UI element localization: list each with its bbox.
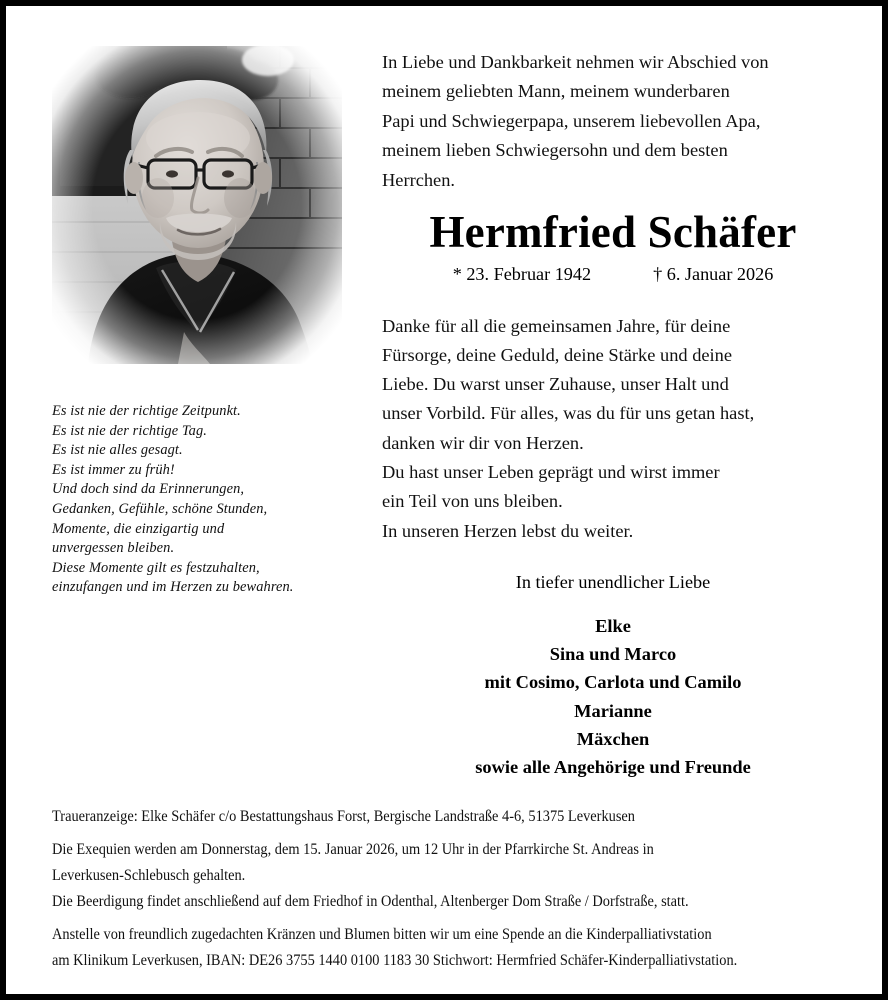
portrait-photo-graphic bbox=[52, 46, 342, 364]
intro-line: Herrchen. bbox=[382, 169, 456, 190]
deceased-name: Hermfried Schäfer bbox=[429, 207, 797, 258]
family-name-line: Marianne bbox=[574, 700, 652, 721]
thanks-line: danken wir dir von Herzen. bbox=[382, 432, 584, 453]
contact-line: Traueranzeige: Elke Schäfer c/o Bestattungshaus Forst, Bergische Landstraße 4-6, 51375 Leverkusen bbox=[52, 808, 636, 825]
family-name-line: Sina und Marco bbox=[549, 644, 677, 665]
donation-line: Anstelle von freundlich zugedachten Kränzen und Blumen bitten wir um eine Spende an die Kinderpalliativstation bbox=[52, 926, 712, 943]
burial-line: Die Beerdigung findet anschließend auf dem Friedhof in Odenthal, Altenberger Dom Straße / Dorfstraße, statt. bbox=[52, 893, 689, 910]
poem-line: Diese Momente gilt es festzuhalten, bbox=[52, 559, 260, 576]
family-name-line: mit Cosimo, Carlota und Camilo bbox=[484, 672, 742, 693]
poem-block bbox=[52, 402, 352, 598]
service-block bbox=[52, 837, 804, 915]
main-text-column bbox=[382, 48, 844, 782]
poem-line: Es ist nie alles gesagt. bbox=[52, 442, 183, 459]
service-line: Die Exequien werden am Donnerstag, dem 15. Januar 2026, um 12 Uhr in der Pfarrkirche St. Andreas in bbox=[52, 841, 654, 858]
family-name-line: Elke bbox=[595, 615, 631, 636]
poem-line: Es ist nie der richtige Tag. bbox=[52, 422, 207, 439]
poem-line: Gedanken, Gefühle, schöne Stunden, bbox=[52, 500, 268, 517]
poem-line: Es ist immer zu früh! bbox=[52, 461, 175, 478]
life-dates bbox=[382, 264, 844, 286]
poem-line: Momente, die einzigartig und bbox=[52, 520, 225, 537]
thanks-line: unser Vorbild. Für alles, was du für uns getan hast, bbox=[382, 403, 755, 424]
family-name-line: sowie alle Angehörige und Freunde bbox=[475, 757, 751, 778]
thanks-line: Du hast unser Leben geprägt und wirst immer bbox=[382, 462, 720, 483]
family-names-block bbox=[382, 612, 844, 782]
donation-block bbox=[52, 922, 804, 974]
thanks-line: In unseren Herzen lebst du weiter. bbox=[382, 520, 634, 541]
family-name-line: Mäxchen bbox=[576, 728, 650, 749]
contact-block bbox=[52, 804, 804, 830]
portrait-photo bbox=[52, 46, 342, 364]
thanks-line: Danke für all die gemeinsamen Jahre, für deine bbox=[382, 315, 731, 336]
poem-line: Es ist nie der richtige Zeitpunkt. bbox=[52, 403, 241, 419]
donation-line: am Klinikum Leverkusen, IBAN: DE26 3755 1440 0100 1183 30 Stichwort: Hermfried Schäfer-Kinderpalliativstation. bbox=[52, 952, 738, 969]
intro-line: Papi und Schwiegerpapa, unserem liebevollen Apa, bbox=[382, 110, 761, 131]
footer-block bbox=[52, 804, 804, 974]
poem-line: einzufangen und im Herzen zu bewahren. bbox=[52, 579, 294, 596]
thanks-paragraph bbox=[382, 312, 844, 546]
death-date: † 6. Januar 2026 bbox=[653, 263, 774, 284]
intro-line: In Liebe und Dankbarkeit nehmen wir Abschied von bbox=[382, 52, 769, 72]
thanks-line: Fürsorge, deine Geduld, deine Stärke und deine bbox=[382, 344, 733, 365]
closing-line: In tiefer unendlicher Liebe bbox=[515, 571, 711, 592]
intro-paragraph bbox=[382, 48, 844, 195]
birth-date: * 23. Februar 1942 bbox=[452, 263, 592, 284]
thanks-line: Liebe. Du warst unser Zuhause, unser Halt und bbox=[382, 374, 729, 395]
intro-line: meinem geliebten Mann, meinem wunderbaren bbox=[382, 81, 730, 102]
poem-line: Und doch sind da Erinnerungen, bbox=[52, 481, 245, 498]
service-line: Leverkusen-Schlebusch gehalten. bbox=[52, 867, 246, 884]
thanks-line: ein Teil von uns bleiben. bbox=[382, 491, 563, 512]
intro-line: meinem lieben Schwiegersohn und dem besten bbox=[382, 140, 728, 161]
poem-line: unvergessen bleiben. bbox=[52, 540, 175, 557]
